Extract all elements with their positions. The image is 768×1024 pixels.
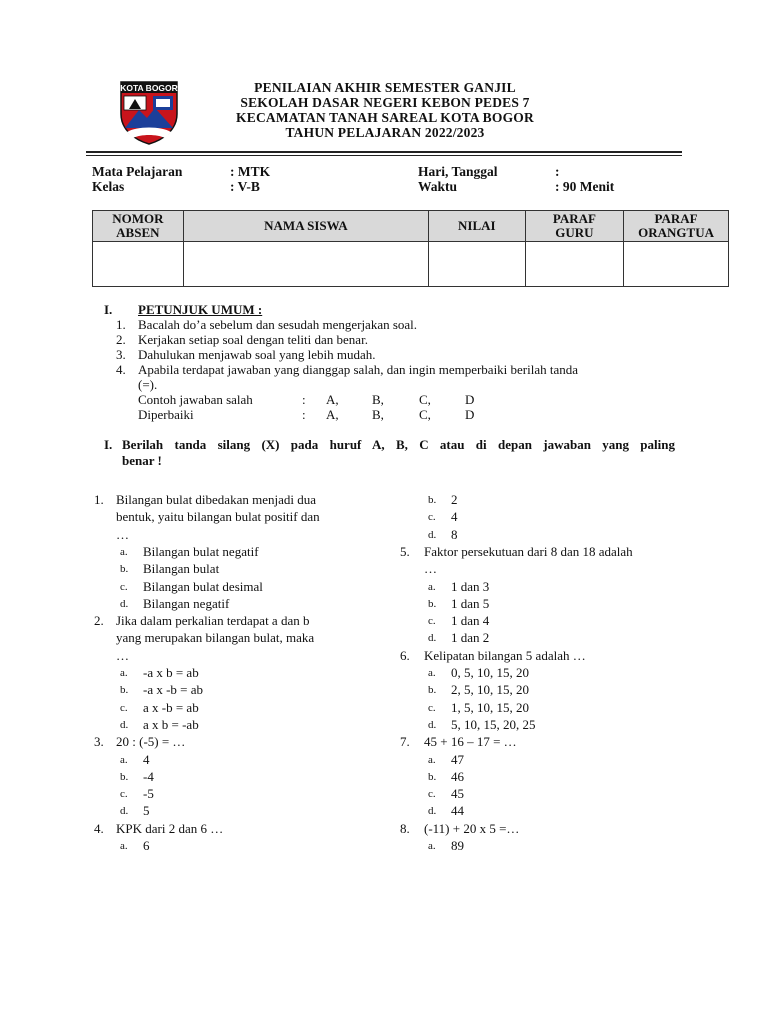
question-number: 5. bbox=[400, 543, 410, 559]
option-letter[interactable]: b. bbox=[428, 597, 437, 610]
class-label: Kelas bbox=[92, 179, 125, 194]
option-text[interactable]: 2 bbox=[451, 492, 458, 507]
question-number: 4. bbox=[94, 820, 104, 836]
header-line-4: TAHUN PELAJARAN 2022/2023 bbox=[285, 125, 485, 140]
question-text: 20 : (-5) = … bbox=[116, 734, 186, 750]
option-text[interactable]: Bilangan bulat bbox=[143, 561, 220, 577]
option-letter[interactable]: b. bbox=[120, 563, 129, 576]
fixed-opt-b: B, bbox=[372, 407, 384, 422]
option-letter[interactable]: c. bbox=[120, 788, 128, 801]
cell-paraf-orangtua[interactable] bbox=[624, 242, 729, 287]
question-text: Faktor persekutuan dari 8 dan 18 adalah bbox=[424, 543, 633, 559]
question-text: Jika dalam perkalian terdapat a dan b bbox=[116, 613, 310, 629]
instruction-text: Dahulukan menjawab soal yang lebih mudah. bbox=[138, 347, 376, 362]
instruction-text: Apabila terdapat jawaban yang dianggap salah, dan ingin memperbaiki berilah tanda bbox=[138, 362, 579, 377]
option-letter[interactable]: b. bbox=[428, 684, 437, 697]
option-letter[interactable]: a. bbox=[120, 840, 128, 852]
fixed-opt-d: D bbox=[465, 407, 475, 422]
question-text: Bilangan bulat dibedakan menjadi dua bbox=[116, 492, 316, 507]
question-text: KPK dari 2 dan 6 … bbox=[116, 820, 224, 836]
day-label: Hari, Tanggal bbox=[418, 164, 498, 179]
instructions-number: I. bbox=[104, 302, 113, 317]
instruction-number: 2. bbox=[116, 332, 126, 347]
question-text: … bbox=[116, 526, 129, 542]
example-wrong-label: Contoh jawaban salah bbox=[138, 392, 253, 407]
option-text[interactable]: 45 bbox=[451, 786, 464, 802]
option-letter[interactable]: a. bbox=[428, 753, 436, 766]
time-label: Waktu bbox=[418, 179, 458, 194]
instruction-text: Kerjakan setiap soal dengan teliti dan benar. bbox=[138, 332, 368, 347]
option-text[interactable]: a x b = -ab bbox=[143, 716, 199, 732]
question-number: 7. bbox=[400, 734, 410, 750]
option-letter[interactable]: a. bbox=[428, 580, 436, 593]
option-text[interactable]: 1 dan 3 bbox=[451, 578, 490, 594]
example-opt-a: A, bbox=[326, 392, 339, 407]
question-number: 1. bbox=[94, 492, 104, 507]
col-paraf-guru: PARAF GURU bbox=[525, 211, 624, 242]
option-text[interactable]: 1 dan 4 bbox=[451, 613, 490, 629]
col-paraf-orangtua: PARAF ORANGTUA bbox=[624, 211, 729, 242]
instruction-text-cont: (=). bbox=[138, 377, 158, 392]
question-number: 8. bbox=[400, 820, 410, 836]
question-text: bentuk, yaitu bilangan bulat positif dan bbox=[116, 509, 320, 525]
option-letter[interactable]: d. bbox=[428, 632, 437, 645]
option-text[interactable]: 5, 10, 15, 20, 25 bbox=[451, 716, 536, 732]
question-text: … bbox=[424, 561, 437, 577]
option-letter[interactable]: c. bbox=[120, 701, 128, 714]
option-text[interactable]: 0, 5, 10, 15, 20 bbox=[451, 665, 529, 680]
section-instruction-cont: benar ! bbox=[122, 453, 162, 468]
option-text[interactable]: 4 bbox=[143, 751, 150, 767]
option-text[interactable]: -4 bbox=[143, 768, 154, 784]
instruction-text: Bacalah do’a sebelum dan sesudah mengerjakan soal. bbox=[138, 317, 418, 332]
section-number: I. bbox=[104, 437, 113, 452]
option-text[interactable]: 5 bbox=[143, 803, 150, 819]
example-colon: : bbox=[302, 392, 306, 407]
option-text[interactable]: 1 dan 5 bbox=[451, 595, 490, 611]
example-opt-b: B, bbox=[372, 392, 384, 407]
question-number: 2. bbox=[94, 613, 104, 629]
option-text[interactable]: -a x b = ab bbox=[143, 665, 199, 680]
option-letter[interactable]: c. bbox=[120, 580, 128, 593]
section-instruction: Berilah tanda silang (X) pada huruf A, B, C atau di depan jawaban yang paling bbox=[122, 437, 675, 452]
option-letter[interactable]: b. bbox=[120, 770, 129, 783]
option-text[interactable]: 89 bbox=[451, 838, 464, 853]
student-table bbox=[92, 210, 729, 287]
option-letter[interactable]: d. bbox=[428, 805, 437, 818]
question-number: 6. bbox=[400, 647, 410, 663]
option-letter[interactable]: c. bbox=[428, 788, 436, 801]
svg-text:KOTA BOGOR: KOTA BOGOR bbox=[120, 83, 178, 93]
time-value: : 90 Menit bbox=[555, 179, 615, 194]
option-letter[interactable]: d. bbox=[120, 718, 129, 731]
option-letter[interactable]: d. bbox=[120, 597, 129, 610]
fixed-colon: : bbox=[302, 407, 306, 422]
option-letter[interactable]: c. bbox=[428, 615, 436, 628]
class-value: : V-B bbox=[230, 179, 260, 194]
col-nama-siswa: NAMA SISWA bbox=[183, 211, 428, 242]
example-fixed-label: Diperbaiki bbox=[138, 407, 194, 422]
option-text[interactable]: 47 bbox=[451, 751, 464, 767]
question-text: … bbox=[116, 647, 129, 663]
option-text[interactable]: 8 bbox=[451, 526, 458, 542]
col-nilai: NILAI bbox=[429, 211, 526, 242]
cell-nama-siswa[interactable] bbox=[183, 242, 428, 287]
option-text[interactable]: 1 dan 2 bbox=[451, 630, 490, 646]
cell-nomor-absen[interactable] bbox=[93, 242, 184, 287]
header-line-2: SEKOLAH DASAR NEGERI KEBON PEDES 7 bbox=[240, 95, 530, 110]
option-text[interactable]: -a x -b = ab bbox=[143, 682, 204, 698]
option-text[interactable]: 4 bbox=[451, 509, 458, 525]
option-text[interactable]: 46 bbox=[451, 768, 464, 784]
instructions-title: PETUNJUK UMUM : bbox=[138, 302, 263, 317]
cell-nilai[interactable] bbox=[429, 242, 526, 287]
example-opt-c: C, bbox=[419, 392, 431, 407]
option-text[interactable]: -5 bbox=[143, 786, 154, 802]
fixed-opt-c: C, bbox=[419, 407, 431, 422]
example-opt-d: D bbox=[465, 392, 475, 407]
question-text: yang merupakan bilangan bulat, maka bbox=[116, 630, 315, 646]
option-letter[interactable]: b. bbox=[428, 770, 437, 783]
option-letter[interactable]: a. bbox=[120, 753, 128, 766]
option-text[interactable]: 44 bbox=[451, 803, 464, 819]
header-line-1: PENILAIAN AKHIR SEMESTER GANJIL bbox=[254, 80, 516, 95]
fixed-opt-a: A, bbox=[326, 407, 339, 422]
option-letter[interactable]: d. bbox=[428, 718, 437, 731]
option-letter[interactable]: d. bbox=[428, 528, 437, 541]
option-letter[interactable]: c. bbox=[428, 511, 436, 524]
cell-paraf-guru[interactable] bbox=[525, 242, 624, 287]
option-letter[interactable]: d. bbox=[120, 805, 129, 818]
option-text[interactable]: Bilangan bulat negatif bbox=[143, 543, 259, 559]
instruction-number: 1. bbox=[116, 317, 126, 332]
question-text: 45 + 16 – 17 = … bbox=[424, 734, 517, 750]
header-line-3: KECAMATAN TANAH SAREAL KOTA BOGOR bbox=[236, 110, 534, 125]
day-value: : bbox=[555, 164, 560, 179]
option-letter[interactable]: c. bbox=[428, 701, 436, 714]
subject-label: Mata Pelajaran bbox=[92, 164, 183, 179]
option-text[interactable]: Bilangan negatif bbox=[143, 595, 230, 611]
option-letter[interactable]: a. bbox=[428, 667, 436, 679]
instruction-number: 4. bbox=[116, 362, 126, 377]
question-text: (-11) + 20 x 5 =… bbox=[424, 820, 520, 836]
option-text[interactable]: 2, 5, 10, 15, 20 bbox=[451, 682, 529, 698]
question-number: 3. bbox=[94, 734, 104, 750]
option-letter[interactable]: a. bbox=[428, 840, 436, 852]
subject-value: : MTK bbox=[230, 164, 271, 179]
option-letter[interactable]: a. bbox=[120, 545, 128, 558]
instruction-number: 3. bbox=[116, 347, 126, 362]
student-table-row bbox=[93, 242, 729, 287]
col-nomor-absen: NOMOR ABSEN bbox=[93, 211, 184, 242]
header-rule-thick bbox=[86, 151, 682, 153]
option-letter[interactable]: b. bbox=[120, 684, 129, 697]
option-text[interactable]: 6 bbox=[143, 838, 150, 853]
option-letter[interactable]: a. bbox=[120, 667, 128, 679]
question-text: Kelipatan bilangan 5 adalah … bbox=[424, 647, 586, 663]
header-rule-thin bbox=[86, 155, 682, 156]
option-text[interactable]: Bilangan bulat desimal bbox=[143, 578, 263, 594]
option-text[interactable]: a x -b = ab bbox=[143, 699, 199, 715]
option-text[interactable]: 1, 5, 10, 15, 20 bbox=[451, 699, 529, 715]
option-letter[interactable]: b. bbox=[428, 494, 437, 506]
student-table-header bbox=[93, 211, 729, 242]
